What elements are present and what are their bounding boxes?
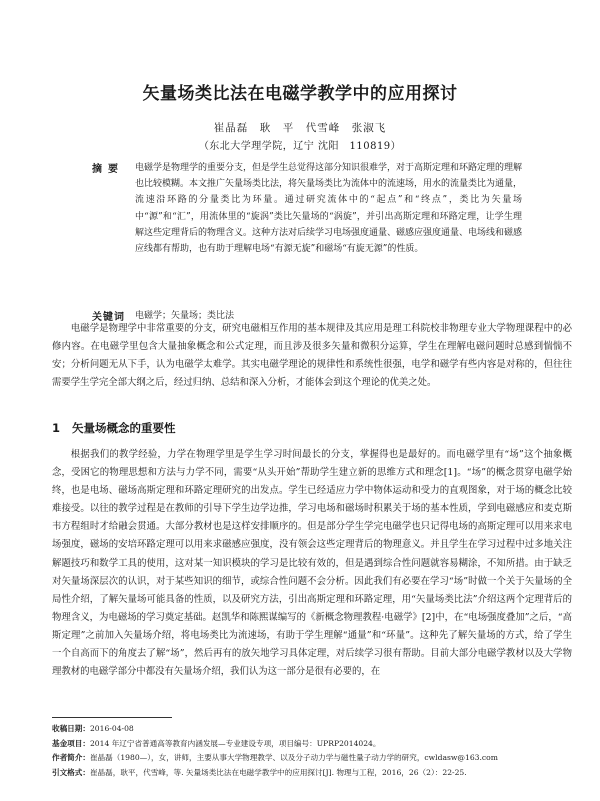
keywords-text: 电磁学；矢量场；类比法: [135, 311, 235, 321]
section-number: 1: [52, 421, 61, 435]
section-title: 矢量场概念的重要性: [72, 421, 176, 435]
keywords-label: 关键词: [92, 312, 125, 323]
intro-paragraph: 电磁学是物理学中非常重要的分支，研究电磁相互作用的基本规律及其应用是理工科院校非物理专业大学物理课程中的必修内容。在电磁学里包含大量抽象概念和公式定理，而且涉及很多矢量和微积分运算，学生在理解电磁问题时总感到惴惴不安；分析问题无从下手，认为电磁学太难学。其实电磁学理论的规律性和系统性很强，电学和磁学有些内容是对称的，但往往需要学生学完全部大纲之后，经过归纳、总结和深入分析，才能体会到这个理论的优美之处。: [52, 323, 572, 388]
section-paragraph: 根据我们的教学经验，力学在物理学里是学生学习时间最长的分支，掌握得也是最好的。而电磁学里有“场”这个抽象概念，受困它的物理思想和方法与力学不同，需要“从头开始”帮助学生建立新的思维方式和理念[1]。“场”的概念贯穿电磁学始终，也是电场、磁场高斯定理和环路定理研究的出发点。学生已经适应力学中物体运动和受力的直观图象，对于场的概念比较难接受。以往的教学过程是在教师的引导下学生边学边推，学习电场和磁场时积累关于场的基本性质，学到电磁感应和麦克斯韦方程组时才给融会贯通。大部分教材也是这样安排顺序的。但是部分学生学完电磁学也只记得电场的高斯定理可以用来求电场强度，磁场的安培环路定理可以用来求磁感应强度，没有领会这些定理背后的物理意义。并且学生在学习过程中过多地关注解题技巧和数学工具的使用，这对某一知识模块的学习是比较有效的，但是遇到综合性问题就容易糊涂，不知所措。由于缺乏对矢量场深层次的认识，对于某些知识的细节，或综合性问题不会分析。因此我们有必要在学习“场”时做一个关于矢量场的全局性介绍，了解矢量场可能具备的性质，以及研究方法，引出高斯定理和环路定理，用“矢量场类比法”介绍这两个定理背后的物理含义，为电磁场的学习奠定基础。赵凯华和陈熙谋编写的《新概念物理教程·电磁学》[2]中，在“电场强度叠加”之后，“高斯定理”之前加入矢量场介绍，将电场类比为流速场，有助于学生理解“通量”和“环量”。这种先了解矢量场的方式，给了学生一个自高而下的角度去了解“场”，然后再有的放矢地学习具体定理，对后续学习很有帮助。目前大部分电磁学教材以及大学物理教材的电磁学部分中都没有矢量场介绍，我们认为这一部分是很有必要的，在: [52, 449, 572, 678]
footnote-author-bio: 作者简介：崔晶磊（1980—），女，讲师，主要从事大学物理教学、以及分子动力学与磁性量子动力学的研究，cwldasw@163.com: [52, 753, 498, 762]
author-list: 崔晶磊 耿 平 代雪峰 张淑飞: [213, 122, 387, 134]
footnote-received: 收稿日期：2016-04-08: [52, 724, 134, 733]
abstract-text: 电磁学是物理学的重要分支，但是学生总觉得这部分知识很难学，对于高斯定理和环路定理的理解也比较模糊。本文推广矢量场类比法，将矢量场类比为流体中的流速场，用水的流量类比为通量，流速沿环路的分量类比为环量。通过研究流体中的“起点”和“终点”，类比为矢量场中“源”和“汇”，用流体里的“旋涡”类比矢量场的“涡旋”，并引出高斯定理和环路定理，让学生理解这些定理背后的物理含义。这种方法对后续学习电场强度通量、磁感应强度通量、电场线和磁感应线都有帮助，也有助于理解电场“有源无旋”和磁场“有旋无源”的性质。: [135, 163, 523, 255]
footnotes: [52, 722, 572, 780]
abstract-label: 摘要: [92, 164, 124, 175]
section-heading: [52, 420, 176, 436]
footnote-funding: 基金项目：2014 年辽宁省普通高等教育内涵发展—专业建设专项，项目编号：UPRP2014024。: [52, 738, 381, 748]
paper-title: 矢量场类比法在电磁学教学中的应用探讨: [142, 84, 458, 104]
affiliation: （东北大学理学院，辽宁 沈阳 110819）: [198, 141, 402, 152]
footnote-citation: 引文格式：崔晶磊，耿平，代雪峰，等. 矢量场类比法在电磁学教学中的应用探讨[J]. 物理与工程，2016，26（2）：22-25.: [52, 767, 467, 777]
footnote-divider: [52, 717, 172, 718]
